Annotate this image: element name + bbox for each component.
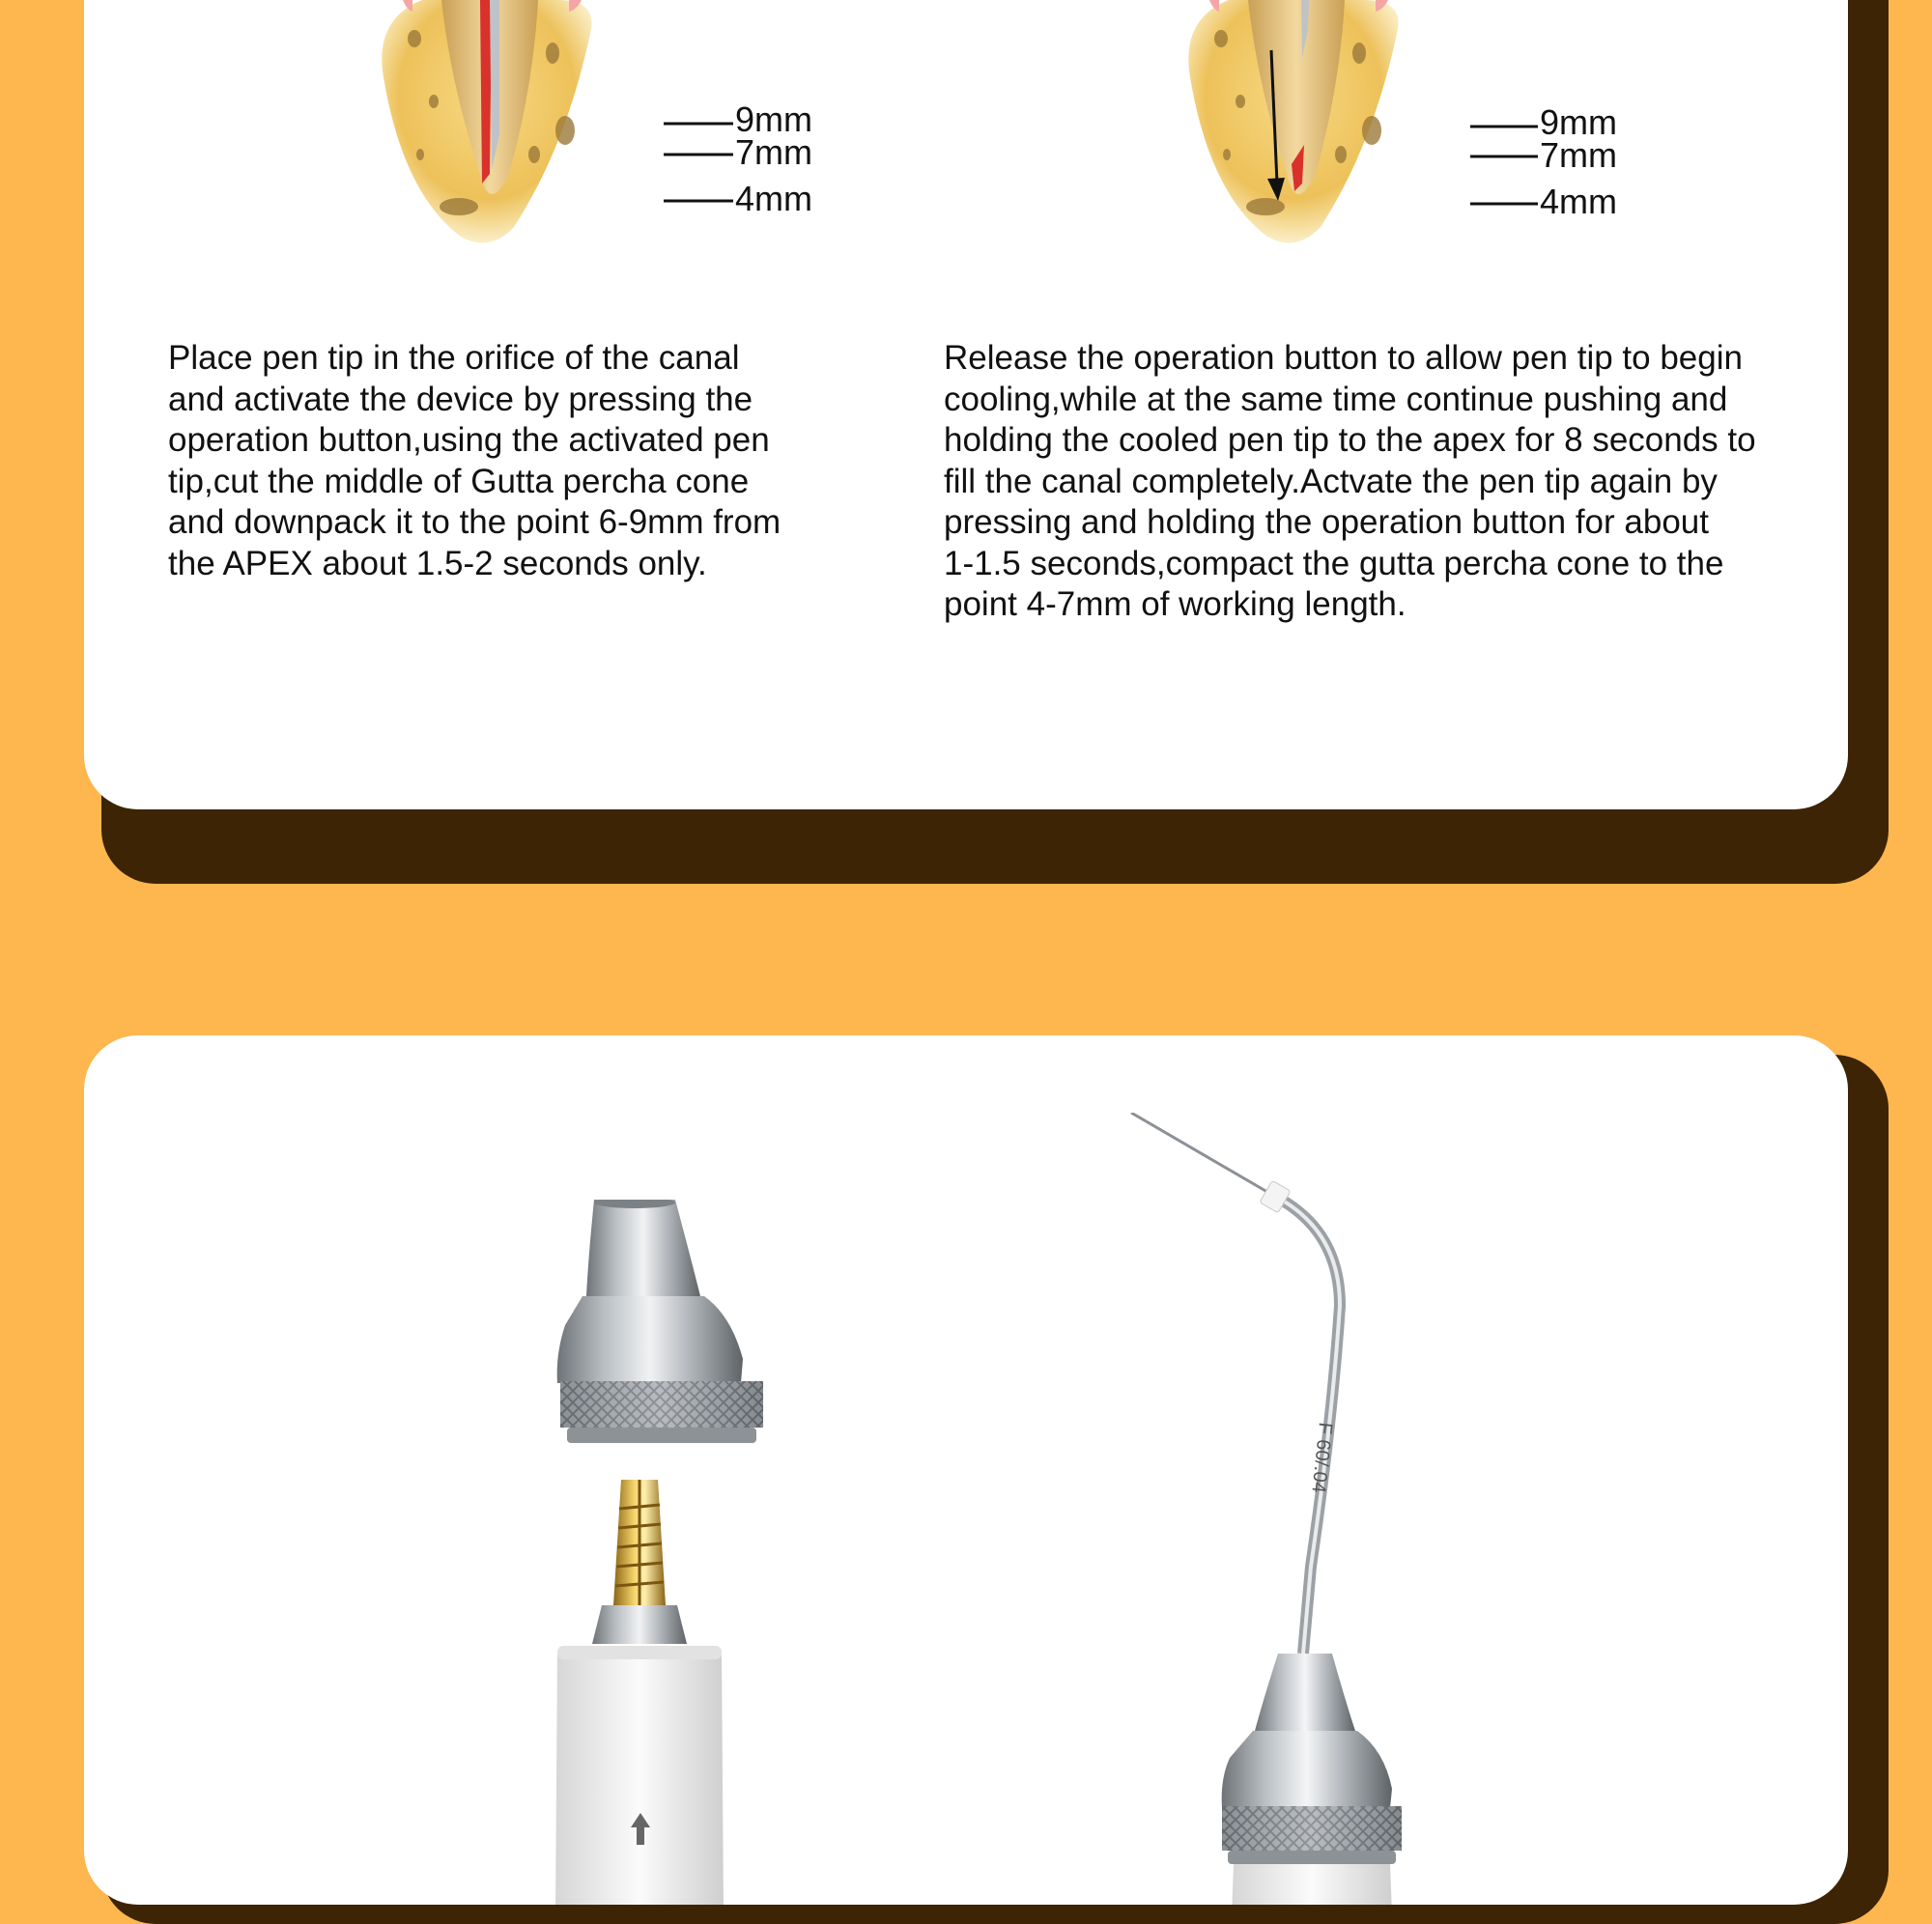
step-description-right: Release the operation button to allow pen tip to begin cooling,while at the same time continue pushing and holding the cooled pen tip to the apex for 8 seconds to fill the canal completely.Actvate the pen tip again by pressing and holding the operation button for about 1-1.5 seconds,compact the gutta percha cone to the point 4-7mm of working length. — [944, 339, 1756, 623]
depth-label-4mm: 4mm — [735, 179, 812, 218]
tip-marking-text: F 60/.04 — [1307, 1421, 1336, 1494]
depth-label-9mm: 9mm — [735, 99, 812, 139]
bent-pen-tip-photo — [1050, 1113, 1494, 1905]
depth-label-4mm: 4mm — [1540, 182, 1617, 221]
step-description-left: Place pen tip in the orifice of the canal and activate the device by pressing the operation button,using the activated pen tip,cut the middle of Gutta percha cone and downpack it to the point 6-9mm from the APEX about 1.5-2 seconds only. — [168, 339, 781, 582]
product-photo-card — [84, 1035, 1848, 1905]
depth-label-7mm: 7mm — [735, 132, 812, 172]
depth-label-7mm: 7mm — [1540, 135, 1617, 175]
pen-cap-and-collet-photo — [451, 1200, 818, 1905]
tooth-diagram-left — [345, 0, 867, 251]
tooth-diagram-right — [1151, 0, 1673, 256]
instruction-card — [84, 0, 1848, 809]
depth-label-9mm: 9mm — [1540, 102, 1617, 142]
